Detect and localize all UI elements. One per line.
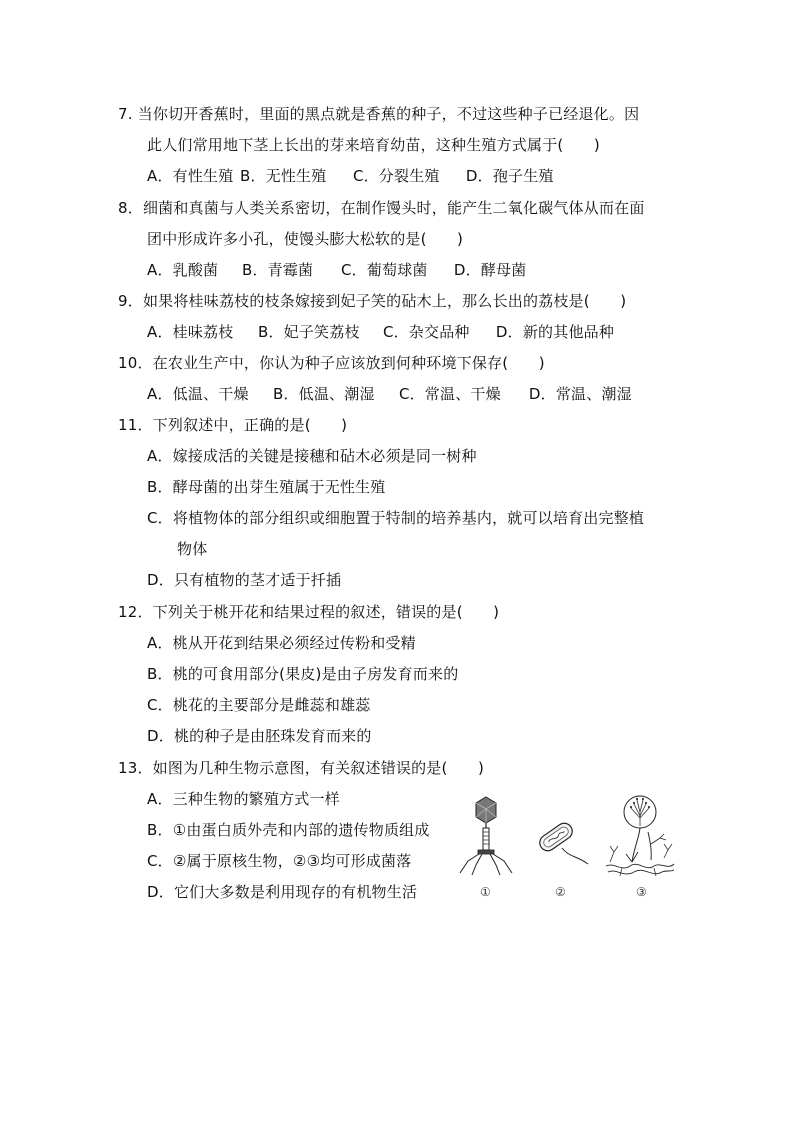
figure-label-2: ② — [555, 885, 566, 899]
q9-option-b: B．妃子笑荔枝 — [257, 323, 360, 341]
q8-stem-line1: 8．细菌和真菌与人类关系密切，在制作馒头时，能产生二氧化碳气体从而在面 — [118, 199, 645, 217]
q13-option-b: B．①由蛋白质外壳和内部的遗传物质组成 — [147, 821, 430, 839]
q8-option-a: A．乳酸菌 — [147, 261, 219, 279]
q12-option-c: C．桃花的主要部分是雌蕊和雄蕊 — [147, 696, 371, 714]
q8-option-d: D．酵母菌 — [453, 261, 527, 279]
q7-options — [147, 166, 554, 186]
q13-option-c: C．②属于原核生物，②③均可形成菌落 — [147, 852, 412, 870]
q11-option-c-line1: C．将植物体的部分组织或细胞置于特制的培养基内，就可以培育出完整植 — [147, 509, 645, 527]
q9-options — [147, 322, 614, 342]
figure-label-3: ③ — [636, 885, 647, 899]
q7-option-d: D．孢子生殖 — [465, 167, 554, 185]
q9-option-d: D．新的其他品种 — [495, 323, 615, 341]
q10-stem: 10．在农业生产中，你认为种子应该放到何种环境下保存( ) — [118, 354, 545, 372]
q8-options — [147, 260, 526, 280]
bacteriophage-figure — [456, 795, 516, 877]
q12-stem: 12．下列关于桃开花和结果过程的叙述，错误的是( ) — [118, 603, 500, 621]
q9-option-a: A．桂味荔枝 — [147, 323, 234, 341]
q12-option-d: D．桃的种子是由胚珠发育而来的 — [147, 727, 372, 745]
q11-stem: 11．下列叙述中，正确的是( ) — [118, 416, 348, 434]
q9-option-c: C．杂交品种 — [382, 323, 470, 341]
q10-option-d: D．常温、潮湿 — [528, 385, 632, 403]
q10-options — [147, 384, 632, 404]
q12-option-b: B．桃的可食用部分(果皮)是由子房发育而来的 — [147, 665, 459, 683]
figure-label-1: ① — [480, 885, 491, 899]
q11-option-b: B．酵母菌的出芽生殖属于无性生殖 — [147, 478, 386, 496]
q10-option-a: A．低温、干燥 — [147, 385, 249, 403]
q11-option-c-line2: 物体 — [177, 540, 208, 558]
q12-option-a: A．桃从开花到结果必须经过传粉和受精 — [147, 634, 416, 652]
q7-stem-line1: 7. 当你切开香蕉时，里面的黑点就是香蕉的种子，不过这些种子已经退化。因 — [118, 105, 640, 123]
q8-option-b: B．青霉菌 — [241, 261, 314, 279]
q8-stem-line2: 团中形成许多小孔，使馒头膨大松软的是( ) — [147, 230, 464, 248]
mold-figure — [604, 792, 676, 880]
q10-option-b: B．低温、潮湿 — [272, 385, 375, 403]
q11-option-a: A．嫁接成活的关键是接穗和砧木必须是同一树种 — [147, 447, 477, 465]
q13-stem: 13．如图为几种生物示意图，有关叙述错误的是( ) — [118, 759, 484, 777]
q13-option-d: D．它们大多数是利用现存的有机物生活 — [147, 883, 418, 901]
q8-option-c: C．葡萄球菌 — [340, 261, 428, 279]
q13-option-a: A．三种生物的繁殖方式一样 — [147, 790, 340, 808]
q9-stem: 9．如果将桂味荔枝的枝条嫁接到妃子笑的砧木上，那么长出的荔枝是( ) — [118, 292, 627, 310]
q10-option-c: C．常温、干燥 — [398, 385, 501, 403]
q7-stem-line2: 此人们常用地下茎上长出的芽来培育幼苗，这种生殖方式属于( ) — [147, 136, 600, 154]
q11-option-d: D．只有植物的茎才适于扦插 — [147, 571, 342, 589]
q7-option-b: B．无性生殖 — [239, 167, 327, 185]
q7-option-a: A．有性生殖 — [147, 167, 234, 185]
q7-option-c: C．分裂生殖 — [352, 167, 440, 185]
bacterium-figure — [530, 815, 590, 867]
